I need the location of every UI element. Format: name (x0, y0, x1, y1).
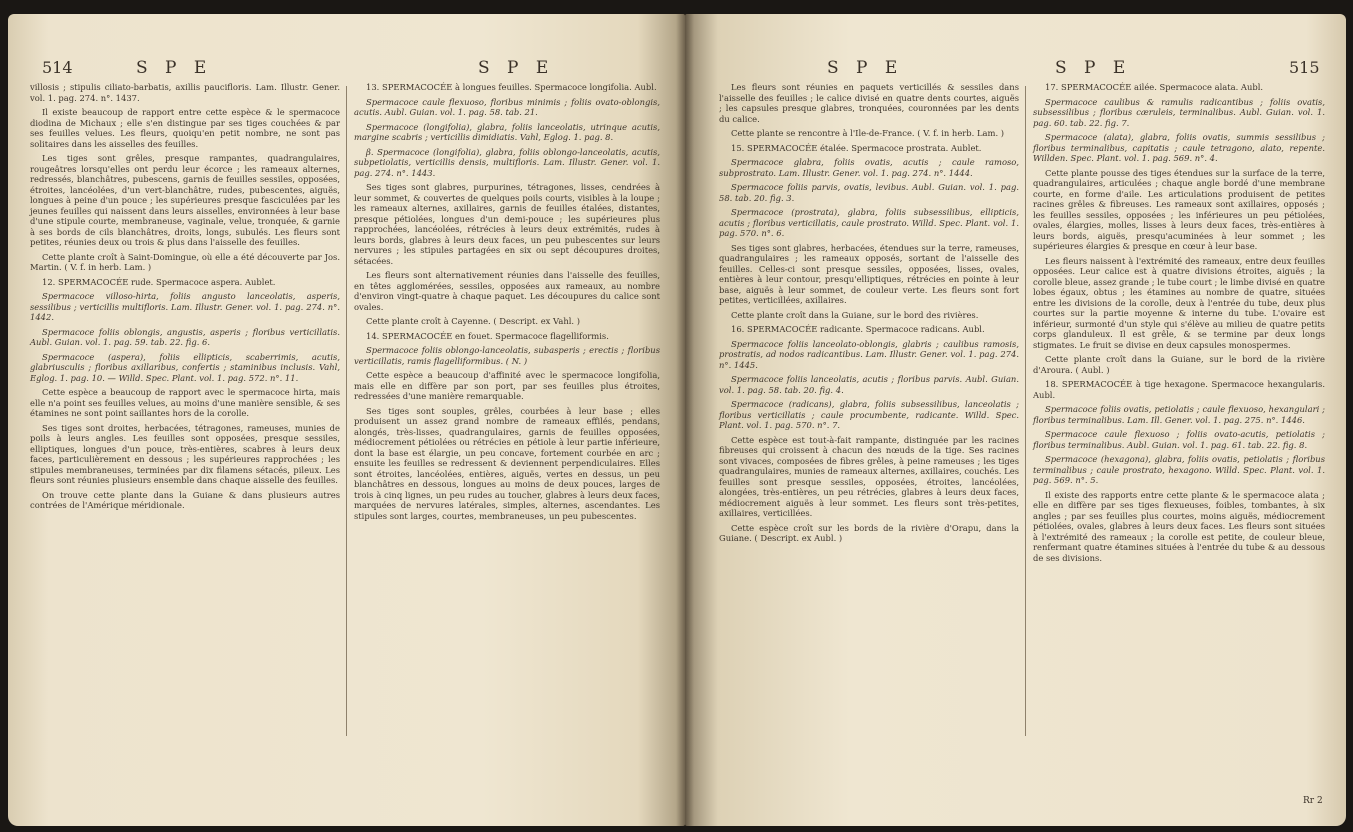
left-page (8, 14, 685, 826)
paragraph: Cette espèce a beaucoup de rapport avec le spermacoce hirta, mais elle n'a point ses feuilles velues, au moins d'une manière sensible, & ses étamines ne sont point saillantes hors de la corolle. (30, 387, 340, 418)
paragraph: Il existe des rapports entre cette plante & le spermacoce alata ; elle en diffère par ses tiges flexueuses, foibles, tombantes, à six angles ; par ses feuilles plus courtes, moins aiguës, médiocrement pétiolées, ovales, glabres à leurs deux faces. Les fleurs sont situées à l'extrémité des rameaux ; la corolle est petite, de couleur bleue, renfermant quatre étamines situées à l'entrée du tube & au dessous de ses divisions. (1033, 489, 1325, 563)
paragraph: Cette plante croît à Cayenne. ( Descript. ex Vahl. ) (366, 316, 580, 326)
page-number: 515 (1289, 58, 1320, 77)
paragraph: Spermacoce glabra, foliis ovatis, acutis ; caule ramoso, subprostrato. Lam. Illustr. Gener. vol. 1. pag. 274. n°. 1444. (719, 157, 1019, 178)
paragraph: Ses tiges sont souples, grêles, courbées à leur base ; elles produisent un assez grand nombre de rameaux effilés, pendans, alongés, très-lisses, quadrangulaires, garnis de feuilles opposées, médiocrement pétiolées ou rétrécies en pétiole à leur partie inférieure, dont la base est élargie, un peu concave, fortement courbée en arc ; ensuite les feuilles se redressent & deviennent perpendiculaires. Elles sont étroites, lancéolées, entières, aiguës, vertes en dessus, un peu blanchâtres en dessous, longues au moins de deux pouces, larges de trois à cinq lignes, un peu rudes au toucher, glabres à leurs deux faces, marquées de nervures latérales, simples, alternes, ascendantes. Les stipules sont larges, courtes, membraneuses, un peu pubescentes. (354, 405, 660, 521)
entry-heading: 14. SPERMACOCÉE en fouet. Spermacoce flagelliformis. (366, 330, 609, 341)
paragraph: Les fleurs sont réunies en paquets verticillés & sessiles dans l'aisselle des feuilles ; le calice divisé en quatre dents courtes, aiguës ; les capsules presque glabres, tronquées, couronnées par les dents du calice. (719, 82, 1019, 124)
paragraph: Les fleurs sont alternativement réunies dans l'aisselle des feuilles, en têtes agglomérées, sessiles, opposées aux rameaux, au nombre d'environ vingt-quatre à chaque paquet. Les découpures du calice sont ovales. (354, 270, 660, 312)
open-book (8, 14, 1346, 826)
paragraph: Spermacoce foliis ovatis, petiolatis ; caule flexuoso, hexangulari ; floribus terminalibus. Lam. Ill. Gener. vol. 1. pag. 275. n°. 1446. (1033, 404, 1325, 425)
paragraph: Spermacoce foliis parvis, ovatis, levibus. Aubl. Guian. vol. 1. pag. 58. tab. 20. fig. 3. (719, 182, 1019, 203)
text-column-1 (30, 82, 340, 515)
page-number: 514 (42, 58, 73, 77)
paragraph: Les tiges sont grêles, presque rampantes, quadrangulaires, rougeâtres lorsqu'elles ont perdu leur écorce ; les rameaux alternes, redressés, blanchâtres, pubescens, garnis de feuilles sessiles, opposées, étroites, lancéolées, d'un vert-blanchâtre, rudes, pubescentes, aiguës, longues à peine d'un pouce ; les supérieures presque fasciculées par les jeunes feuilles qui naissent dans leurs aisselles, environnées à leur base d'une stipule courte, membraneuse, vaginale, velue, tronquée, & garnie à ses bords de cils blanchâtres, droits, longs, subulés. Les fleurs sont petites, réunies deux ou trois & plus dans l'aisselle des feuilles. (30, 153, 340, 247)
column-rule (1025, 86, 1026, 736)
paragraph: Spermacoce caule flexuoso, floribus minimis ; foliis ovato-oblongis, acutis. Aubl. Guian. vol. 1. pag. 58. tab. 21. (354, 96, 660, 117)
paragraph: Spermacoce villoso-hirta, foliis angusto lanceolatis, asperis, sessilibus ; verticillis multifloris. Lam. Illustr. Gener. vol. 1. pag. 274. n°. 1442. (30, 291, 340, 322)
paragraph: Cette plante croît dans la Guiane, sur le bord des rivières. (731, 309, 979, 320)
paragraph: Cette espèce croît sur les bords de la rivière d'Orapu, dans la Guiane. ( Descript. ex Aubl. ) (719, 522, 1019, 543)
paragraph: Spermacoce caule flexuoso ; foliis ovato-acutis, petiolatis ; floribus terminalibus. Aubl. Guian. vol. 1. pag. 61. tab. 22. fig. 8. (1033, 429, 1325, 450)
paragraph: Spermacoce foliis oblongis, angustis, asperis ; floribus verticillatis. Aubl. Guian. vol. 1. pag. 59. tab. 22. fig. 6. (30, 326, 340, 347)
entry-heading: 15. SPERMACOCÉE étalée. Spermacoce prostrata. Aublet. (731, 142, 982, 153)
column-rule (346, 86, 347, 736)
entry-heading: 12. SPERMACOCÉE rude. Spermacoce aspera. Aublet. (42, 276, 276, 287)
paragraph: Spermacoce (aspera), foliis ellipticis, scaberrimis, acutis, glabriusculis ; floribus axillaribus, confertis ; staminibus inclusis. Vahl, Eglog. 1. pag. 10. — Willd. Spec. Plant. vol. 1. pag. 572. n°. 11. (30, 351, 340, 383)
paragraph: Il existe beaucoup de rapport entre cette espèce & le spermacoce diodina de Michaux ; elle s'en distingue par ses tiges couchées & par ses feuilles velues. Les fleurs, quoiqu'en petit nombre, ne sont pas solitaires dans les aisselles des feuilles. (30, 107, 340, 149)
paragraph: β. Spermacoce (longifolia), glabra, foliis oblongo-lanceolatis, acutis, subpetiolatis, verticillis densis, multifloris. Lam. Illustr. Gener. vol. 1. pag. 274. n°. 1443. (354, 146, 660, 178)
running-header: S P E (1055, 58, 1132, 78)
running-header: S P E (136, 58, 213, 78)
entry-heading: 18. SPERMACOCÉE à tige hexagone. Spermacoce hexangularis. Aubl. (1033, 379, 1325, 400)
paragraph: Cette plante pousse des tiges étendues sur la surface de la terre, quadrangulaires, articulées ; chaque angle bordé d'une membrane courte, en forme d'aile. Les articulations produisent de petites racines grêles & fibreuses. Les rameaux sont axillaires, opposés ; les feuilles sessiles, opposées ; les inférieures un peu pétiolées, ovales, élargies, molles, lisses à leurs deux faces, très-entières à leurs bords, aiguës, presqu'acuminées à leur sommet ; les supérieures élargies & presque en cœur à leur base. (1033, 167, 1325, 251)
text-column-2 (354, 82, 660, 525)
paragraph: Spermacoce caulibus & ramulis radicantibus ; foliis ovatis, subsessilibus ; floribus cæruleis, terminalibus. Aubl. Guian. vol. 1. pag. 60. tab. 22. fig. 7. (1033, 96, 1325, 128)
paragraph: Spermacoce (alata), glabra, foliis ovatis, summis sessilibus ; floribus terminalibus, capitatis ; caule tetragono, alato, repente. Willden. Spec. Plant. vol. 1. pag. 569. n°. 4. (1033, 132, 1325, 163)
paragraph: Spermacoce (prostrata), glabra, foliis subsessilibus, ellipticis, acutis ; floribus verticillatis, caule prostrato. Willd. Spec. Plant. vol. 1. pag. 570. n°. 6. (719, 207, 1019, 238)
paragraph: Cette plante croît dans la Guiane, sur le bord de la rivière d'Aroura. ( Aubl. ) (1033, 354, 1325, 375)
right-page (685, 14, 1346, 826)
paragraph: Cette plante se rencontre à l'Ile-de-France. ( V. f. in herb. Lam. ) (731, 128, 1005, 138)
book-gutter (676, 14, 694, 826)
paragraph: On trouve cette plante dans la Guiane & dans plusieurs autres contrées de l'Amérique méridionale. (30, 489, 340, 510)
paragraph: Spermacoce foliis lanceolato-oblongis, glabris ; caulibus ramosis, prostratis, ad nodos radicantibus. Lam. Illustr. Gener. vol. 1. pag. 274. n°. 1445. (719, 338, 1019, 370)
paragraph: Cette plante croît à Saint-Domingue, où elle a été découverte par Jos. Martin. ( V. f. in herb. Lam. ) (30, 251, 340, 272)
entry-heading: 16. SPERMACOCÉE radicante. Spermacoce radicans. Aubl. (731, 324, 985, 334)
paragraph: Ses tiges sont glabres, purpurines, tétragones, lisses, cendrées à leur sommet, & couvertes de quelques poils courts, visibles à la loupe ; les rameaux alternes, axillaires, garnis de feuilles étalées, distantes, presque pétiolées, longues d'un demi-pouce ; les supérieures plus rapprochées, lancéolées, rétrécies à leurs deux extrémités, rudes à leurs bords, glabres à leurs deux faces, un peu pubescentes sur leurs nervures ; les stipules partagées en six ou sept découpures droites, sétacées. (354, 182, 660, 266)
entry-heading: 17. SPERMACOCÉE ailée. Spermacoce alata. Aubl. (1045, 82, 1264, 92)
paragraph: Ses tiges sont glabres, herbacées, étendues sur la terre, rameuses, quadrangulaires ; les rameaux opposés, sortant de l'aisselle des feuilles. Celles-ci sont presque sessiles, opposées, lisses, ovales, entières à leur contour, presqu'elliptiques, rétrécies en pointe à leur base, aiguës à leur sommet, de couleur verte. Les fleurs sont fort petites, verticillées, axillaires. (719, 242, 1019, 305)
paragraph: Spermacoce (hexagona), glabra, foliis ovatis, petiolatis ; floribus terminalibus ; caule prostrato, hexagono. Willd. Spec. Plant. vol. 1. pag. 569. n°. 5. (1033, 454, 1325, 485)
paragraph: Les fleurs naissent à l'extrémité des rameaux, entre deux feuilles opposées. Leur calice est à quatre divisions étroites, aiguës ; la corolle bleue, assez grande ; le tube court ; le limbe divisé en quatre lobes égaux, obtus ; les étamines au nombre de quatre, situées entre les divisions de la corolle, deux à l'entrée du tube, deux plus courtes sur la partie moyenne & interne du tube. L'ovaire est inférieur, surmonté d'un style qui s'élève au milieu de quatre petits corps glanduleux. Il est grêle, & se termine par deux longs stigmates. Le fruit se divise en deux capsules monospermes. (1033, 255, 1325, 350)
text-column-3 (719, 82, 1019, 548)
entry-heading: 13. SPERMACOCÉE à longues feuilles. Spermacoce longifolia. Aubl. (366, 82, 657, 92)
running-header: S P E (827, 58, 904, 78)
paragraph: Ses tiges sont droites, herbacées, tétragones, rameuses, munies de poils à leurs angles. Les feuilles sont opposées, presque sessiles, elliptiques, longues d'un pouce, très-entières, scabres à leurs deux faces, particulièrement en dessous ; les supérieures rapprochées ; les stipules membraneuses, terminées par dix filamens sétacés, pileux. Les fleurs sont réunies plusieurs ensemble dans chaque aisselle des feuilles. (30, 422, 340, 485)
paragraph: villosis ; stipulis ciliato-barbatis, axillis paucifloris. Lam. Illustr. Gener. vol. 1. pag. 274. n°. 1437. (30, 82, 340, 103)
text-column-4 (1033, 82, 1325, 567)
signature-mark: Rr 2 (1303, 796, 1323, 806)
paragraph: Cette espèce est tout-à-fait rampante, distinguée par les racines fibreuses qui croissent à chacun des nœuds de la tige. Ses racines sont vivaces, composées de fibres grêles, à peine rameuses ; les tiges quadrangulaires, munies de rameaux alternes, axillaires, couchés. Les feuilles sont presque sessiles, opposées, étroites, lancéolées, alongées, très-entières, un peu rétrécies, glabres à leurs deux faces, médiocrement aiguës à leur sommet. Les fleurs sont très-petites, axillaires, verticillées. (719, 434, 1019, 518)
paragraph: Cette espèce a beaucoup d'affinité avec le spermacoce longifolia, mais elle en diffère par son port, par ses feuilles plus étroites, redressées d'une manière remarquable. (354, 370, 660, 401)
running-header: S P E (478, 58, 555, 78)
paragraph: Spermacoce (radicans), glabra, foliis subsessilibus, lanceolatis ; floribus verticillatis ; caule procumbente, radicante. Willd. Spec. Plant. vol. 1. pag. 570. n°. 7. (719, 399, 1019, 430)
paragraph: Spermacoce (longifolia), glabra, foliis lanceolatis, utrinque acutis, margine scabris ; verticillis dimidiatis. Vahl, Eglog. 1. pag. 8. (354, 121, 660, 142)
paragraph: Spermacoce foliis oblongo-lanceolatis, subasperis ; erectis ; floribus verticillatis, ramis flagelliformibus. ( N. ) (354, 345, 660, 366)
paragraph: Spermacoce foliis lanceolatis, acutis ; floribus parvis. Aubl. Guian. vol. 1. pag. 58. tab. 20. fig. 4. (719, 374, 1019, 395)
